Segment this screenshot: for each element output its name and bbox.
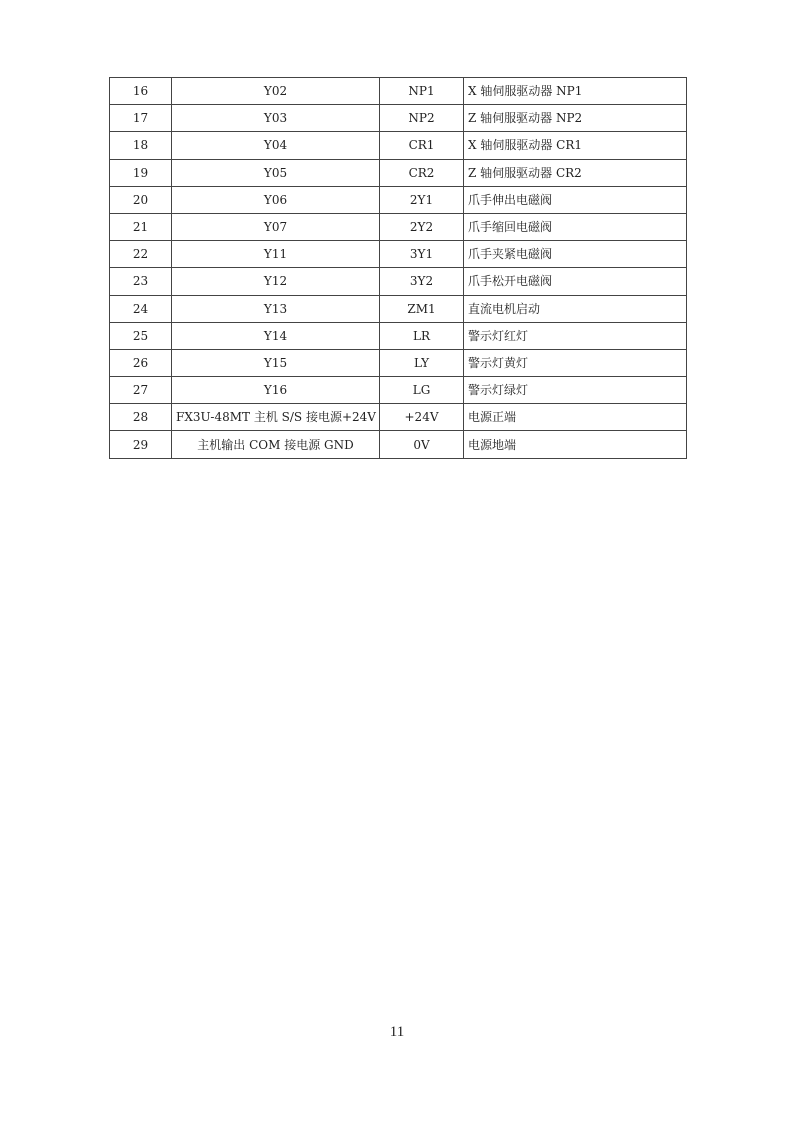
code-cell: CR2	[380, 159, 464, 186]
code-cell: 2Y1	[380, 186, 464, 213]
table-row	[110, 322, 687, 349]
address-cell: Y03	[172, 105, 380, 132]
address-cell: Y02	[172, 78, 380, 105]
row-number-cell: 26	[110, 349, 172, 376]
address-cell: FX3U-48MT 主机 S/S 接电源+24V	[172, 404, 380, 431]
description-cell: 爪手夹紧电磁阀	[464, 241, 687, 268]
code-cell: 3Y2	[380, 268, 464, 295]
description-cell: 警示灯红灯	[464, 322, 687, 349]
table-row	[110, 349, 687, 376]
address-cell: Y13	[172, 295, 380, 322]
table-row	[110, 431, 687, 458]
table-row	[110, 404, 687, 431]
address-cell: Y04	[172, 132, 380, 159]
code-cell: NP1	[380, 78, 464, 105]
address-cell: 主机输出 COM 接电源 GND	[172, 431, 380, 458]
description-cell: Z 轴伺服驱动器 NP2	[464, 105, 687, 132]
description-cell: Z 轴伺服驱动器 CR2	[464, 159, 687, 186]
row-number-cell: 29	[110, 431, 172, 458]
table-body	[110, 78, 687, 459]
code-cell: CR1	[380, 132, 464, 159]
address-cell: Y15	[172, 349, 380, 376]
description-cell: 爪手松开电磁阀	[464, 268, 687, 295]
address-cell: Y06	[172, 186, 380, 213]
code-cell: 0V	[380, 431, 464, 458]
description-cell: X 轴伺服驱动器 CR1	[464, 132, 687, 159]
code-cell: LR	[380, 322, 464, 349]
address-cell: Y11	[172, 241, 380, 268]
description-cell: 警示灯黄灯	[464, 349, 687, 376]
address-cell: Y05	[172, 159, 380, 186]
row-number-cell: 20	[110, 186, 172, 213]
row-number-cell: 24	[110, 295, 172, 322]
description-cell: 直流电机启动	[464, 295, 687, 322]
table-row	[110, 132, 687, 159]
row-number-cell: 22	[110, 241, 172, 268]
address-cell: Y12	[172, 268, 380, 295]
table-row	[110, 105, 687, 132]
table-row	[110, 268, 687, 295]
row-number-cell: 28	[110, 404, 172, 431]
row-number-cell: 21	[110, 213, 172, 240]
code-cell: 3Y1	[380, 241, 464, 268]
address-cell: Y16	[172, 377, 380, 404]
io-assignment-table	[109, 77, 687, 459]
row-number-cell: 16	[110, 78, 172, 105]
page-number: 11	[389, 1024, 405, 1040]
table-row	[110, 159, 687, 186]
code-cell: ZM1	[380, 295, 464, 322]
code-cell: 2Y2	[380, 213, 464, 240]
address-cell: Y14	[172, 322, 380, 349]
table-row	[110, 78, 687, 105]
row-number-cell: 18	[110, 132, 172, 159]
row-number-cell: 25	[110, 322, 172, 349]
table-row	[110, 241, 687, 268]
row-number-cell: 23	[110, 268, 172, 295]
description-cell: 爪手伸出电磁阀	[464, 186, 687, 213]
code-cell: +24V	[380, 404, 464, 431]
table-row	[110, 213, 687, 240]
description-cell: 警示灯绿灯	[464, 377, 687, 404]
code-cell: LY	[380, 349, 464, 376]
description-cell: X 轴伺服驱动器 NP1	[464, 78, 687, 105]
row-number-cell: 19	[110, 159, 172, 186]
code-cell: LG	[380, 377, 464, 404]
code-cell: NP2	[380, 105, 464, 132]
table-row	[110, 377, 687, 404]
table-row	[110, 295, 687, 322]
address-cell: Y07	[172, 213, 380, 240]
description-cell: 爪手缩回电磁阀	[464, 213, 687, 240]
row-number-cell: 27	[110, 377, 172, 404]
description-cell: 电源正端	[464, 404, 687, 431]
table-row	[110, 186, 687, 213]
description-cell: 电源地端	[464, 431, 687, 458]
row-number-cell: 17	[110, 105, 172, 132]
